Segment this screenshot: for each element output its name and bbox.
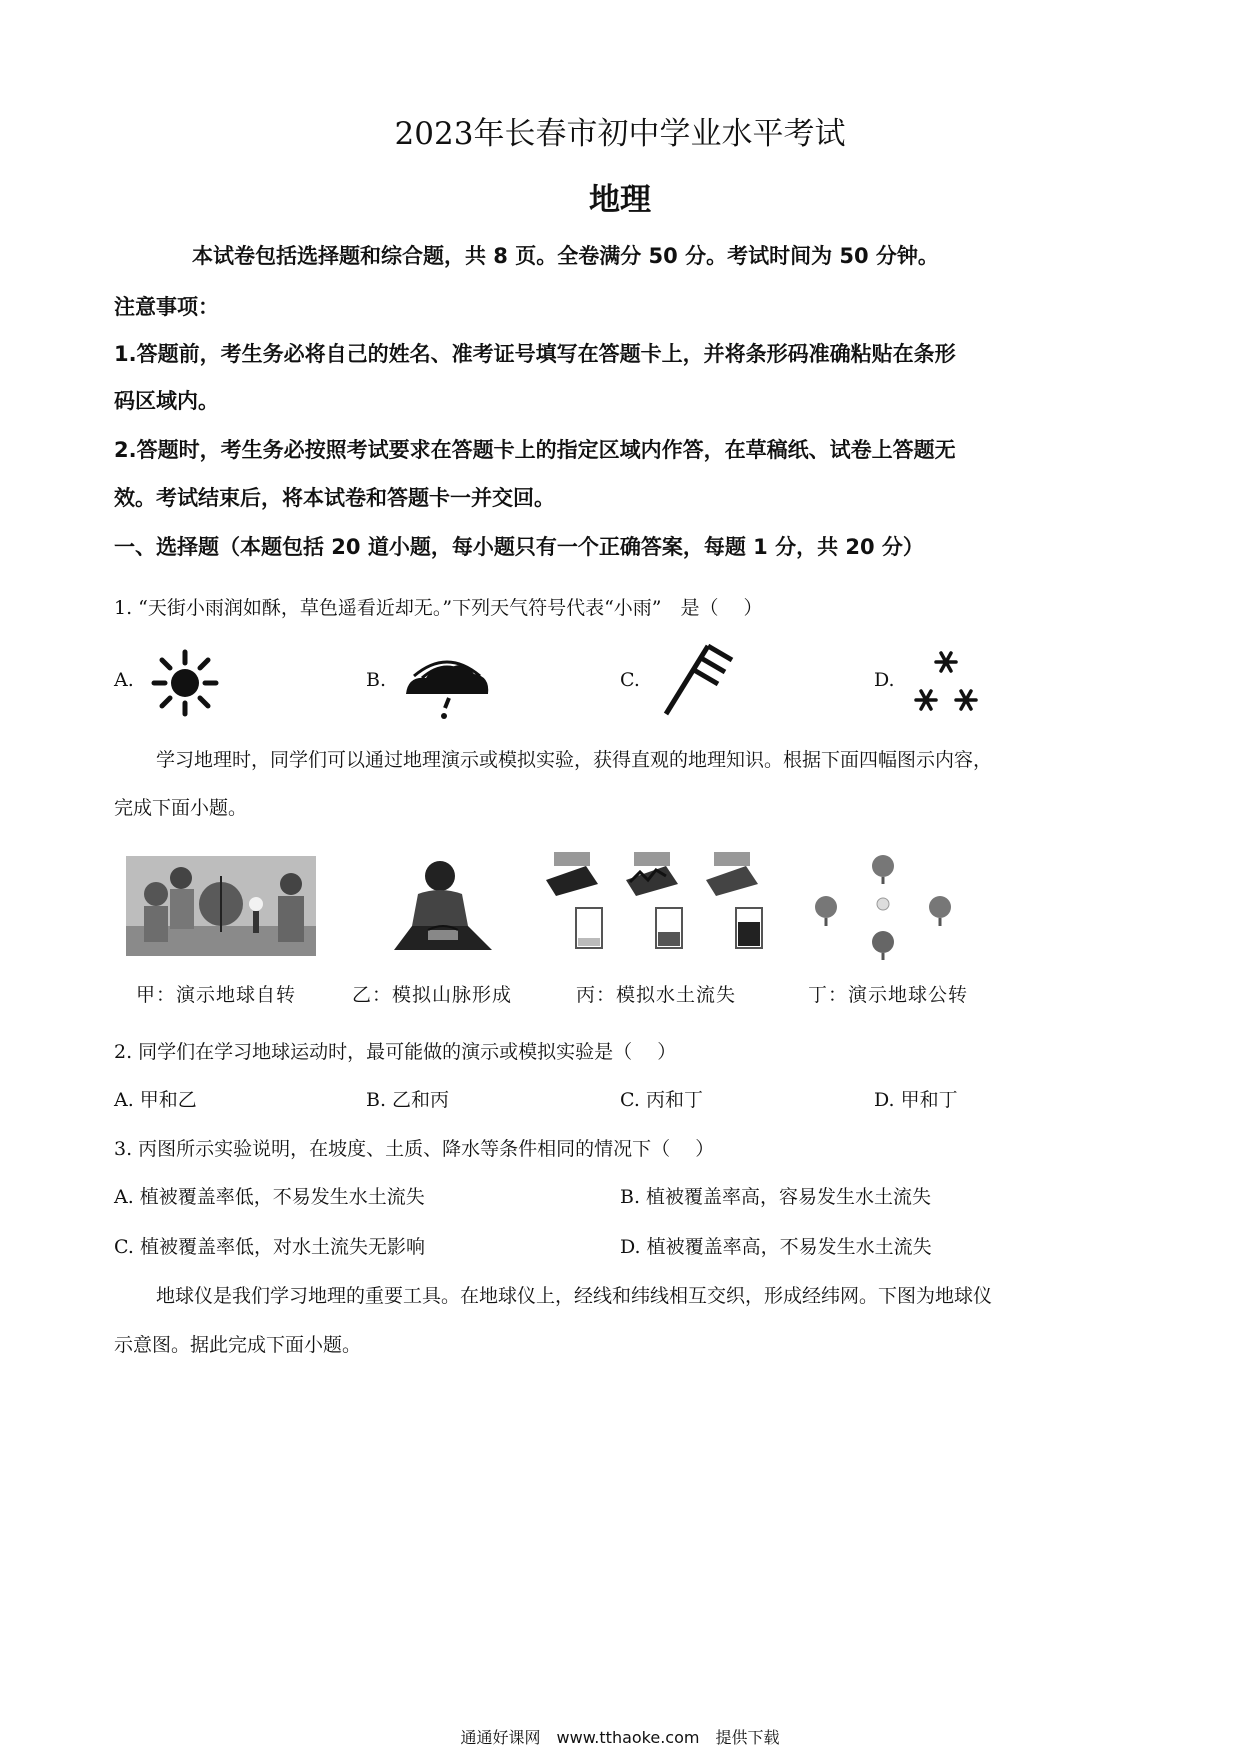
notice-item-1-line2: 码区域内。 bbox=[114, 389, 219, 413]
notice-item-2-line1: 2.答题时，考生务必按照考试要求在答题卡上的指定区域内作答，在草稿纸、试卷上答题无 bbox=[114, 438, 956, 462]
figure-caption-ding: 丁：演示地球公转 bbox=[808, 984, 969, 1006]
page-footer: 通通好课网 www.tthaoke.com 提供下载 bbox=[460, 1728, 780, 1747]
q2-option-d: D. 甲和丁 bbox=[874, 1089, 958, 1111]
passage-2-line2: 示意图。据此完成下面小题。 bbox=[114, 1334, 362, 1356]
q2-option-b: B. 乙和丙 bbox=[366, 1089, 450, 1111]
notice-item-2-line2: 效。考试结束后，将本试卷和答题卡一并交回。 bbox=[114, 486, 555, 510]
q2-option-a: A. 甲和乙 bbox=[114, 1089, 197, 1111]
figure-caption-jia: 甲：演示地球自转 bbox=[136, 984, 297, 1006]
section-heading: 一、选择题（本题包括 20 道小题，每小题只有一个正确答案，每题 1 分，共 20 分） bbox=[114, 535, 924, 559]
question-2-stem: 2. 同学们在学习地球运动时，最可能做的演示或模拟实验是（ ） bbox=[114, 1041, 677, 1063]
rain-cloud-icon bbox=[402, 648, 492, 723]
figure-ding-earth-revolution bbox=[808, 852, 958, 966]
wind-flag-icon bbox=[658, 640, 738, 720]
subject-title: 地理 bbox=[589, 182, 651, 218]
q2-option-c: C. 丙和丁 bbox=[620, 1089, 703, 1111]
notice-item-1-line1: 1.答题前，考生务必将自己的姓名、准考证号填写在答题卡上，并将条形码准确粘贴在条形 bbox=[114, 342, 956, 366]
q1-option-a-label: A. bbox=[114, 669, 134, 691]
q1-option-b-label: B. bbox=[366, 669, 387, 691]
q3-option-c: C. 植被覆盖率低，对水土流失无影响 bbox=[114, 1236, 425, 1258]
figure-bing-soil-erosion bbox=[546, 852, 776, 966]
passage-1-line2: 完成下面小题。 bbox=[114, 797, 248, 819]
notice-title: 注意事项： bbox=[114, 295, 219, 319]
question-1-stem: 1. “天街小雨润如酥，草色遥看近却无。”下列天气符号代表“小雨” 是（ ） bbox=[114, 597, 763, 619]
q3-option-b: B. 植被覆盖率高，容易发生水土流失 bbox=[620, 1186, 932, 1208]
passage-2-line1: 地球仪是我们学习地理的重要工具。在地球仪上，经线和纬线相互交织，形成经纬网。下图为地球仪 bbox=[156, 1285, 993, 1307]
figure-yi-mountain-formation bbox=[388, 854, 498, 968]
q3-option-d: D. 植被覆盖率高，不易发生水土流失 bbox=[620, 1236, 932, 1258]
exam-intro: 本试卷包括选择题和综合题，共 8 页。全卷满分 50 分。考试时间为 50 分钟。 bbox=[192, 244, 939, 268]
sun-icon bbox=[150, 648, 220, 718]
figure-caption-bing: 丙：模拟水土流失 bbox=[576, 984, 737, 1006]
q1-option-d-label: D. bbox=[874, 669, 895, 691]
q1-option-c-label: C. bbox=[620, 669, 640, 691]
page-title: 2023年长春市初中学业水平考试 bbox=[394, 116, 846, 152]
q3-option-a: A. 植被覆盖率低，不易发生水土流失 bbox=[114, 1186, 425, 1208]
passage-1-line1: 学习地理时，同学们可以通过地理演示或模拟实验，获得直观的地理知识。根据下面四幅图示内容， bbox=[156, 749, 993, 771]
question-3-stem: 3. 丙图所示实验说明，在坡度、土质、降水等条件相同的情况下（ ） bbox=[114, 1138, 715, 1160]
snowflakes-icon bbox=[910, 648, 982, 718]
figure-caption-yi: 乙：模拟山脉形成 bbox=[352, 984, 513, 1006]
figure-jia-earth-rotation bbox=[126, 856, 316, 960]
